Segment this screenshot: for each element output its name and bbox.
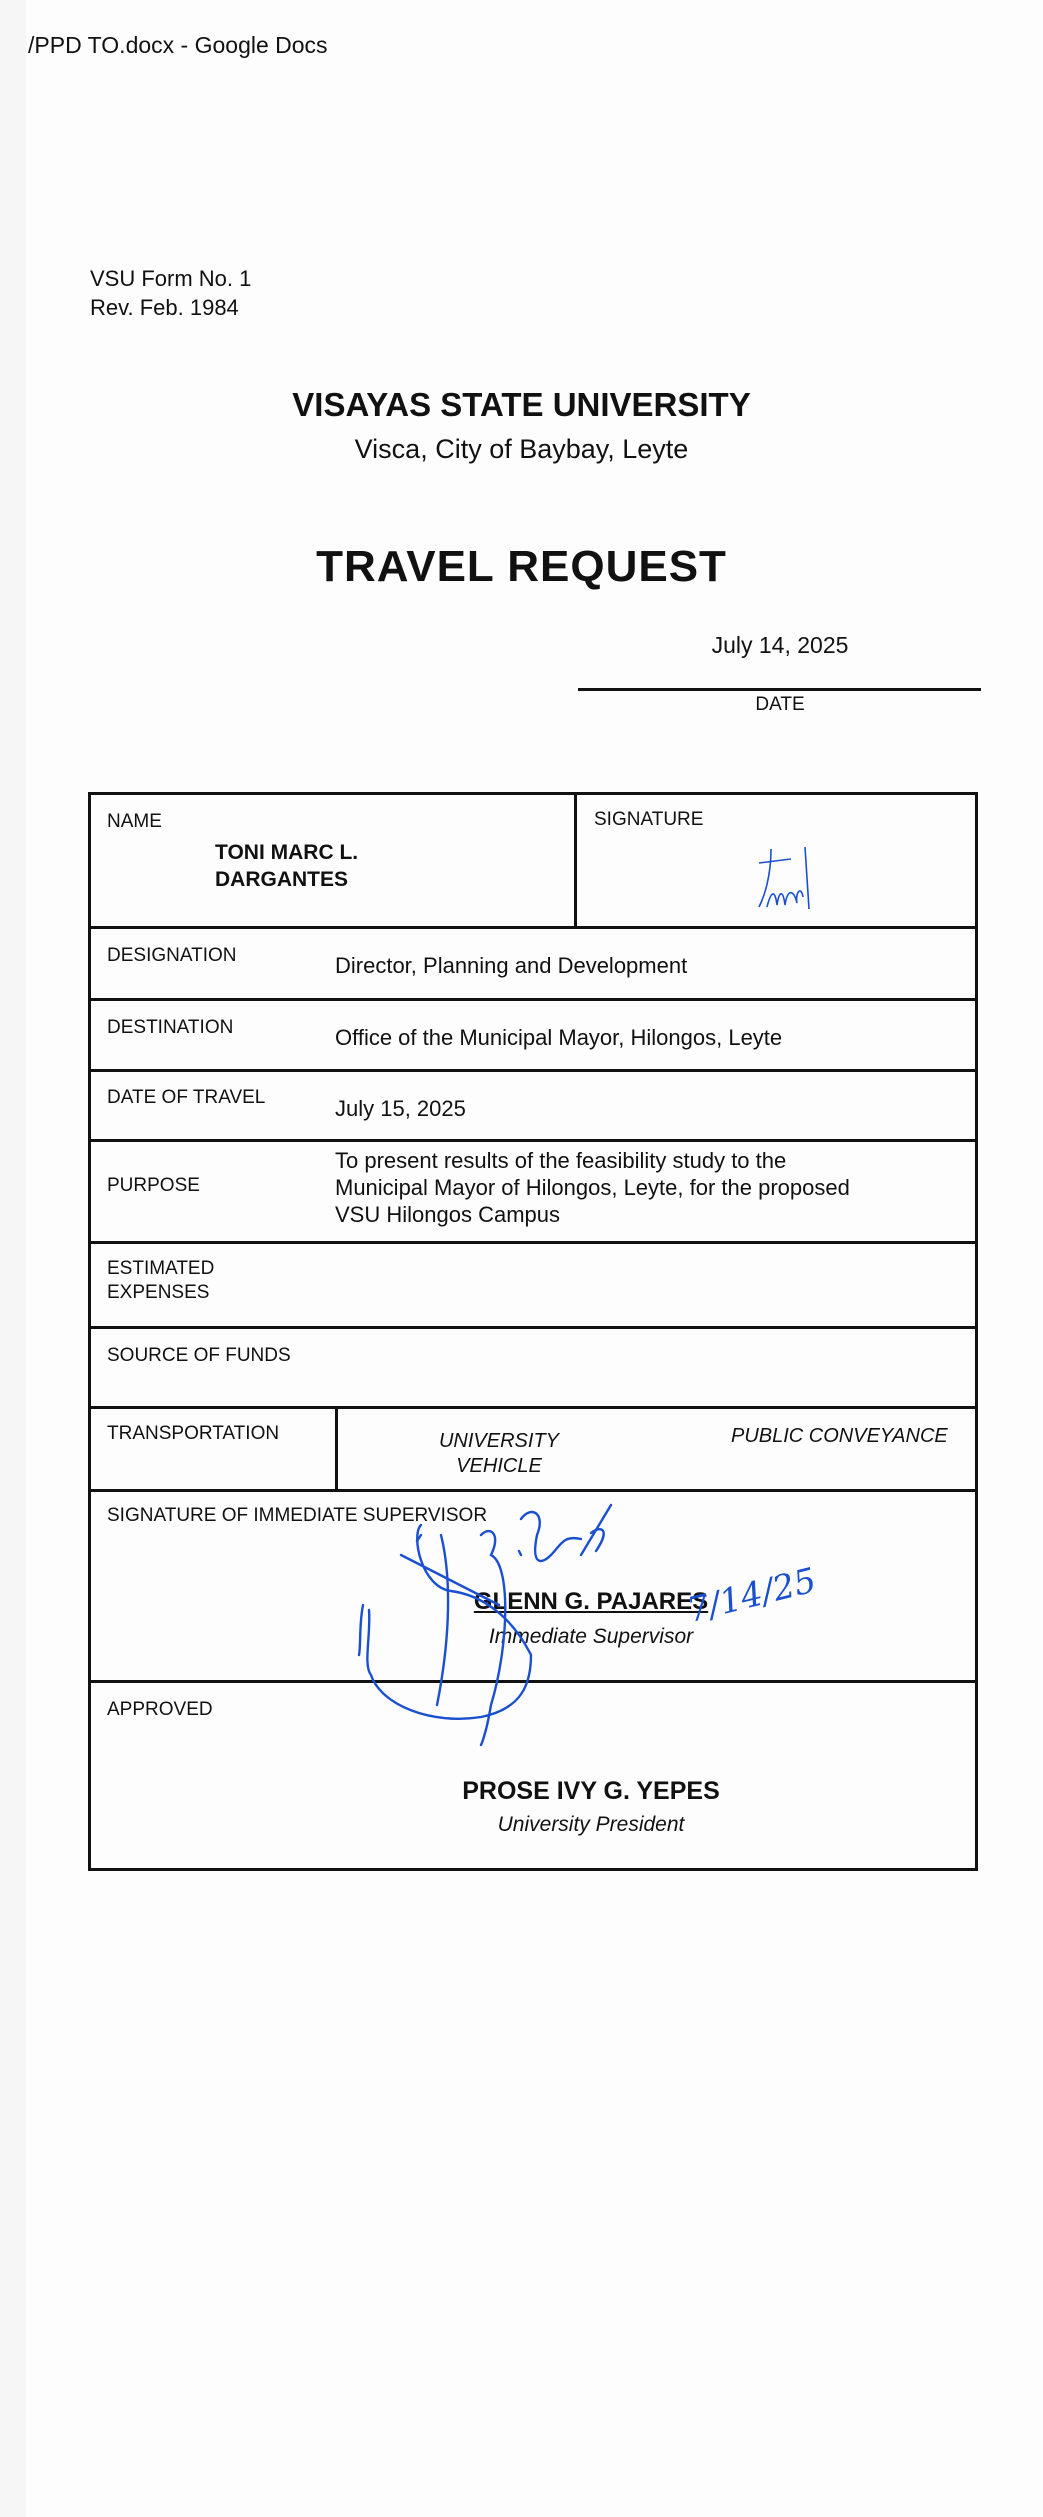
page-edge [0, 0, 26, 2517]
university-name: VISAYAS STATE UNIVERSITY [292, 386, 751, 423]
signature-label: SIGNATURE [594, 809, 704, 830]
option-line: UNIVERSITY [438, 1430, 560, 1452]
supervisor-signature-label: SIGNATURE OF IMMEDIATE SUPERVISOR [107, 1505, 488, 1526]
row-divider [91, 1069, 975, 1072]
date-of-travel-value: July 15, 2025 [335, 1096, 466, 1121]
supervisor-title: Immediate Supervisor [488, 1625, 694, 1648]
president-name: PROSE IVY G. YEPES [462, 1777, 720, 1805]
row-divider [91, 926, 975, 929]
transport-option-public-conveyance[interactable]: PUBLIC CONVEYANCE [731, 1425, 948, 1447]
row-divider [91, 1489, 975, 1492]
applicant-name [215, 839, 358, 893]
column-divider [335, 1406, 338, 1490]
row-divider [91, 1326, 975, 1329]
source-of-funds-label: SOURCE OF FUNDS [107, 1345, 291, 1366]
designation-value: Director, Planning and Development [335, 953, 688, 978]
transportation-label: TRANSPORTATION [107, 1423, 280, 1444]
option-line: VEHICLE [456, 1455, 542, 1477]
approved-label: APPROVED [107, 1699, 213, 1720]
estimated-label-line: EXPENSES [107, 1282, 210, 1303]
request-date: July 14, 2025 [711, 632, 849, 658]
purpose-line: Municipal Mayor of Hilongos, Leyte, for the proposed [335, 1175, 850, 1200]
supervisor-signature-date: 7/14/25 [683, 1560, 821, 1631]
purpose-label: PURPOSE [107, 1175, 200, 1196]
applicant-name-line1: TONI MARC L. [215, 841, 359, 864]
row-divider [91, 1406, 975, 1409]
destination-label: DESTINATION [107, 1017, 234, 1038]
purpose-line: To present results of the feasibility study to the [335, 1148, 787, 1173]
row-divider [91, 998, 975, 1001]
travel-request-table [88, 792, 978, 1871]
page-title: TRAVEL REQUEST [316, 542, 727, 591]
form-number: VSU Form No. 1 [90, 266, 252, 291]
estimated-label-line: ESTIMATED [107, 1258, 215, 1279]
applicant-name-line2: DARGANTES [215, 868, 349, 891]
purpose-line: VSU Hilongos Campus [335, 1202, 560, 1227]
designation-label: DESIGNATION [107, 945, 237, 966]
applicant-signature [751, 845, 831, 925]
date-of-travel-label: DATE OF TRAVEL [107, 1087, 266, 1108]
purpose-value [335, 1147, 850, 1228]
estimated-expenses-label [107, 1257, 214, 1305]
president-title: University President [497, 1813, 685, 1836]
supervisor-name: GLENN G. PAJARES [473, 1588, 709, 1615]
supervisor-signature [341, 1495, 861, 1755]
university-address: Visca, City of Baybay, Leyte [354, 434, 689, 464]
row-divider [91, 1241, 975, 1244]
date-underline [578, 688, 981, 691]
form-number-block [90, 264, 251, 322]
destination-value: Office of the Municipal Mayor, Hilongos, Leyte [335, 1025, 783, 1050]
transport-option-university-vehicle[interactable] [409, 1429, 589, 1479]
name-label: NAME [107, 811, 162, 832]
form-revision: Rev. Feb. 1984 [90, 295, 239, 320]
window-title: /PPD TO.docx - Google Docs [28, 32, 328, 58]
row-divider [91, 1139, 975, 1142]
column-divider [574, 795, 577, 926]
date-label: DATE [755, 694, 805, 715]
